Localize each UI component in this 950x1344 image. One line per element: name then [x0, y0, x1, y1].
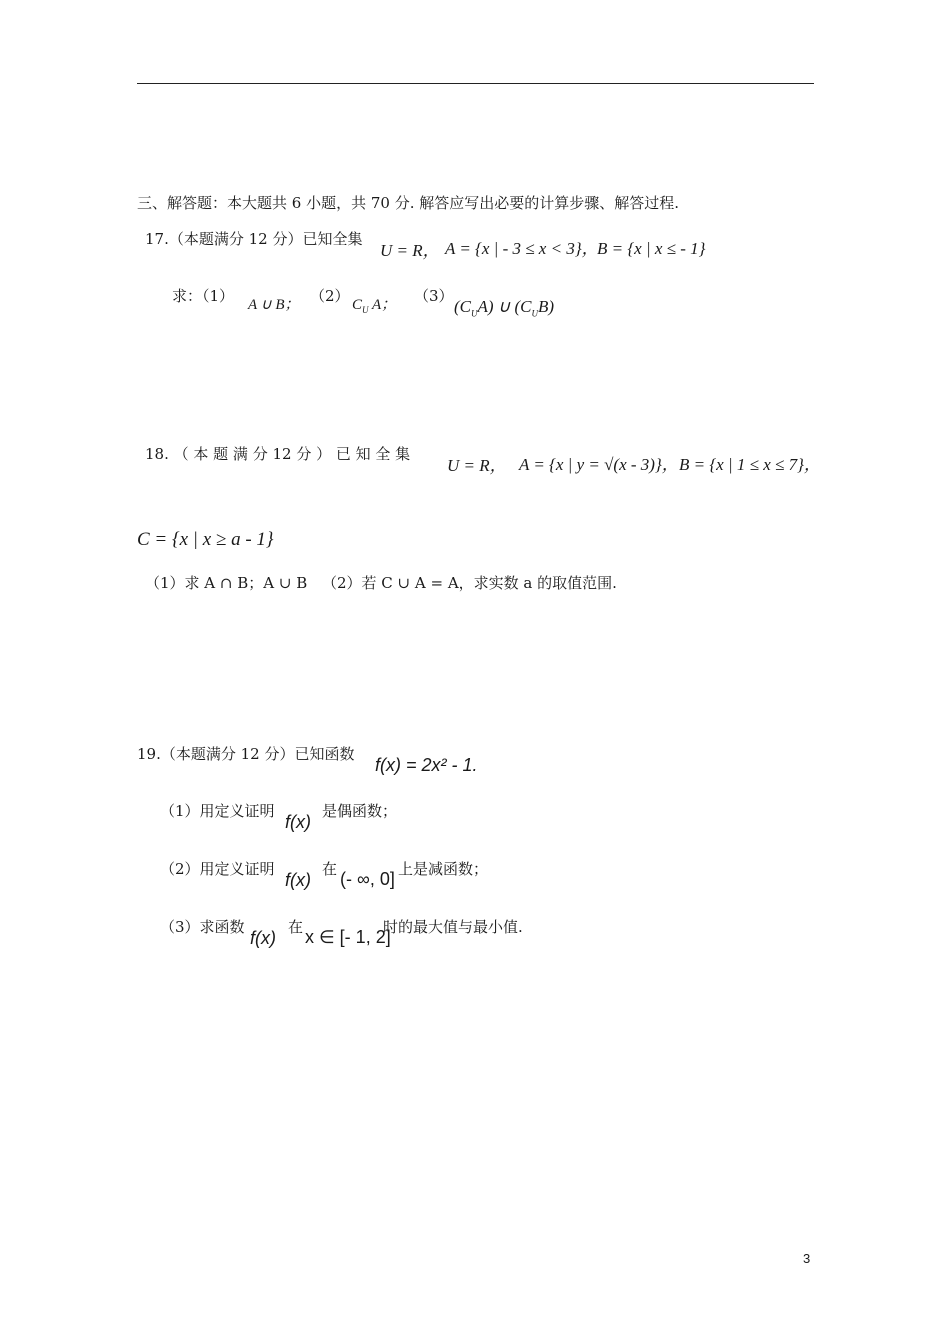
q17-label2: （2） — [310, 287, 350, 305]
q19-part2-mid: 在 — [322, 860, 338, 878]
q19-part2-text: （2）用定义证明 — [160, 860, 275, 878]
q19-part3-func: f(x) — [250, 928, 276, 948]
q19-part1-tail: 是偶函数； — [322, 802, 398, 820]
q19-part3-mid: 在 — [288, 918, 304, 936]
q19-part3-text: （3）求函数 — [160, 918, 245, 936]
q17-set-a: A = {x | - 3 ≤ x < 3}， — [445, 239, 599, 258]
q18-set-b: B = {x | 1 ≤ x ≤ 7}， — [679, 455, 821, 474]
q17-part3: $(C_UA)$ ∪ $(C_UB)$ — [454, 297, 555, 319]
q17-part2: $C_U$ A； — [352, 297, 397, 315]
q17-ask: 求：（1） — [172, 287, 235, 305]
q18-ask1: （1）求 A ∩ B；A ∪ B — [145, 574, 308, 592]
q19-label: 19.（本题满分 12 分）已知函数 — [137, 745, 355, 763]
q17-part1: A ∪ B； — [248, 297, 300, 313]
q17-label: 17.（本题满分 12 分）已知全集 — [145, 230, 363, 248]
section-heading: 三、解答题：本大题共 6 小题，共 70 分. 解答应写出必要的计算步骤、解答过程. — [137, 194, 680, 212]
header-rule — [137, 83, 814, 84]
q19-function: f(x) = 2x² - 1. — [375, 755, 478, 775]
q19-part2-func: f(x) — [285, 870, 311, 890]
q19-part3-interval: x ∈ [- 1, 2] — [305, 927, 391, 947]
q18-ask2: （2）若 C ∪ A = A，求实数 a 的取值范围. — [322, 574, 617, 592]
q19-part2-interval: (- ∞, 0] — [340, 869, 395, 889]
q19-part2-tail: 上是减函数； — [398, 860, 489, 878]
q17-set-b: B = {x | x ≤ - 1} — [597, 239, 706, 258]
q19-part1-text: （1）用定义证明 — [160, 802, 275, 820]
page-number: 3 — [803, 1251, 811, 1266]
q18-set-c: C = {x | x ≥ a - 1} — [137, 529, 274, 550]
q18-set-a: A = {x | y = √(x - 3)}， — [519, 455, 679, 474]
q18-label: 18. （ 本 题 满 分 12 分 ） 已 知 全 集 — [145, 445, 411, 463]
q17-label3: （3） — [414, 287, 454, 305]
q19-part1-func: f(x) — [285, 812, 311, 832]
q17-universe: U = R， — [380, 241, 440, 260]
q18-universe: U = R， — [447, 456, 507, 475]
q19-part3-tail: 时的最大值与最小值. — [383, 918, 523, 936]
